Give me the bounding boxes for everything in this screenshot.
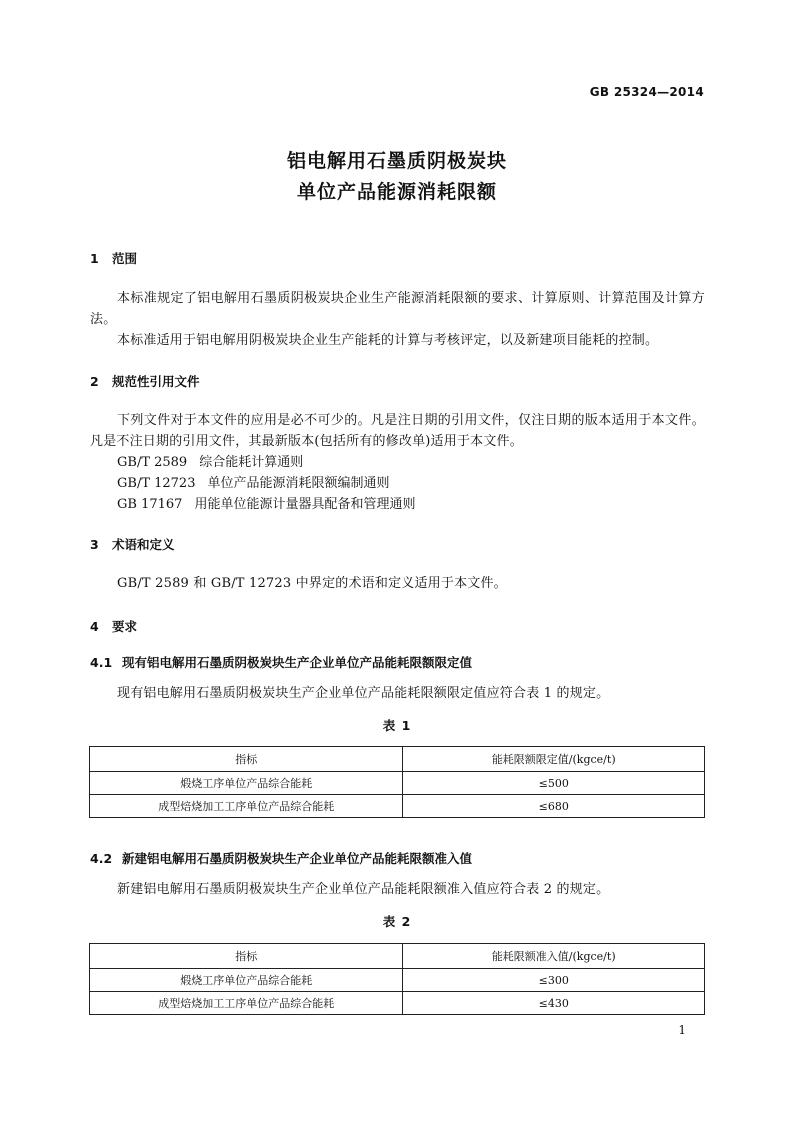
subsection-4-2-paragraph: 新建铝电解用石墨质阴极炭块生产企业单位产品能耗限额准入值应符合表 2 的规定。 — [117, 882, 610, 897]
table-1 — [89, 746, 705, 818]
section-number: 2 — [90, 374, 99, 389]
section-1-paragraph-1: 本标准规定了铝电解用石墨质阴极炭块企业生产能源消耗限额的要求、计算原则、计算范围及计算方法。 — [90, 291, 705, 327]
table-cell: ≤300 — [403, 969, 705, 992]
table-cell: ≤500 — [403, 772, 705, 795]
table-cell: 成型焙烧加工工序单位产品综合能耗 — [90, 992, 403, 1015]
section-1-paragraph-2: 本标准适用于铝电解用阴极炭块企业生产能耗的计算与考核评定，以及新建项目能耗的控制。 — [117, 333, 659, 348]
table-cell: 成型焙烧加工工序单位产品综合能耗 — [90, 795, 403, 818]
table-row — [90, 772, 705, 795]
title-line-2: 单位产品能源消耗限额 — [296, 181, 497, 203]
table-header-row — [90, 747, 705, 772]
table-header-row — [90, 944, 705, 969]
table-1-caption: 表 1 — [382, 718, 412, 733]
reference-name: 综合能耗计算通则 — [199, 455, 304, 470]
reference-code: GB/T 2589 — [117, 455, 188, 470]
subsection-number: 4.1 — [90, 655, 113, 670]
subsection-number: 4.2 — [90, 851, 113, 866]
section-3-paragraph-1: GB/T 2589 和 GB/T 12723 中界定的术语和定义适用于本文件。 — [117, 576, 507, 591]
section-number: 4 — [90, 619, 99, 634]
subsection-4-1-heading — [90, 653, 472, 671]
reference-code: GB 17167 — [117, 497, 183, 512]
reference-code: GB/T 12723 — [117, 476, 196, 491]
normative-reference — [117, 452, 303, 473]
title-line-1: 铝电解用石墨质阴极炭块 — [286, 150, 507, 172]
section-title: 要求 — [112, 619, 138, 634]
section-4-heading — [90, 617, 137, 635]
table-row — [90, 795, 705, 818]
table-2-caption: 表 2 — [382, 914, 412, 929]
standard-number: GB 25324—2014 — [589, 85, 704, 99]
normative-reference — [117, 473, 390, 494]
section-title: 范围 — [112, 251, 138, 266]
section-number: 3 — [90, 537, 99, 552]
page-number: 1 — [678, 1023, 686, 1037]
section-1-heading — [90, 249, 137, 267]
reference-name: 单位产品能源消耗限额编制通则 — [207, 476, 390, 491]
table-2 — [89, 943, 705, 1015]
table-header-cell: 指标 — [90, 747, 403, 772]
table-header-cell: 指标 — [90, 944, 403, 969]
section-3-heading — [90, 535, 175, 553]
normative-reference — [117, 494, 415, 515]
reference-name: 用能单位能源计量器具配备和管理通则 — [194, 497, 416, 512]
table-header-cell: 能耗限额限定值/(kgce/t) — [403, 747, 705, 772]
section-2-paragraph-1: 下列文件对于本文件的应用是必不可少的。凡是注日期的引用文件，仅注日期的版本适用于本文件。凡是不注日期的引用文件，其最新版本(包括所有的修改单)适用于本文件。 — [90, 413, 705, 449]
table-cell: ≤680 — [403, 795, 705, 818]
subsection-4-2-heading — [90, 849, 472, 867]
document-title — [0, 146, 794, 208]
subsection-title: 现有铝电解用石墨质阴极炭块生产企业单位产品能耗限额限定值 — [122, 655, 473, 670]
subsection-4-1-paragraph: 现有铝电解用石墨质阴极炭块生产企业单位产品能耗限额限定值应符合表 1 的规定。 — [117, 686, 610, 701]
section-title: 术语和定义 — [112, 537, 175, 552]
table-cell: 煅烧工序单位产品综合能耗 — [90, 969, 403, 992]
section-2-heading — [90, 372, 200, 390]
table-header-cell: 能耗限额准入值/(kgce/t) — [403, 944, 705, 969]
table-cell: ≤430 — [403, 992, 705, 1015]
subsection-title: 新建铝电解用石墨质阴极炭块生产企业单位产品能耗限额准入值 — [122, 851, 473, 866]
table-row — [90, 992, 705, 1015]
table-cell: 煅烧工序单位产品综合能耗 — [90, 772, 403, 795]
section-title: 规范性引用文件 — [112, 374, 200, 389]
section-number: 1 — [90, 251, 99, 266]
table-row — [90, 969, 705, 992]
